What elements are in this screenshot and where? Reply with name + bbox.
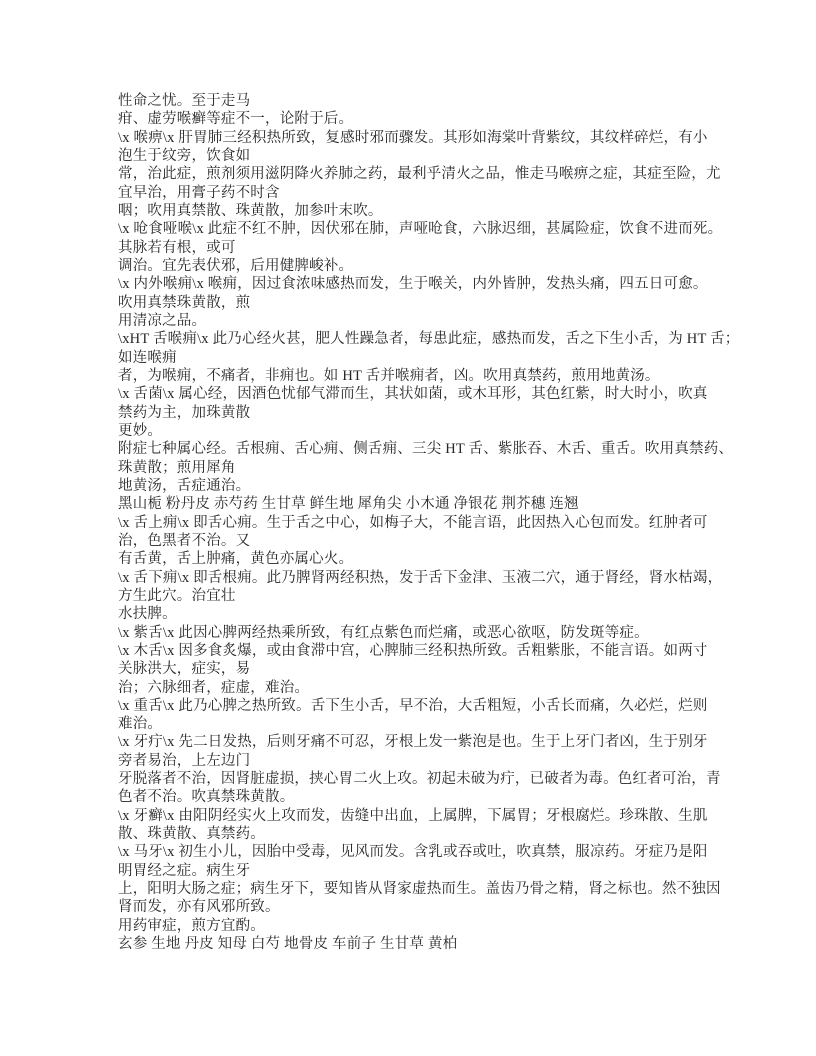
text-line: 疳、虚劳喉癣等症不一，论附于后。 xyxy=(118,111,354,128)
text-line: 水扶脾。 xyxy=(118,606,177,623)
text-line: 用药审症，煎方宜酌。 xyxy=(118,917,265,934)
text-line: 其脉若有根，或可 xyxy=(118,239,236,256)
text-line: 牙脱落者不治，因肾脏虚损，挟心胃二火上攻。初起未破为疔，已破者为毒。色红者可治，青 xyxy=(118,771,721,788)
text-line: \x 马牙\x 初生小儿，因胎中受毒，见风而发。含乳或吞或吐，吹真禁，服凉药。牙症乃是阳 xyxy=(118,844,708,861)
text-line: 上，阳明大肠之症；病生牙下，要知皆从肾家虚热而生。盖齿乃骨之精，肾之标也。然不独因 xyxy=(118,881,721,898)
text-line: 调治。宜先表伏邪，后用健脾峻补。 xyxy=(118,257,354,274)
text-line: 方生此穴。治宜壮 xyxy=(118,587,236,604)
text-line: 明胃经之症。病生牙 xyxy=(118,862,251,879)
text-line: 地黄汤，舌症通治。 xyxy=(118,477,251,494)
text-line: \x 呛食哑喉\x 此症不红不肿，因伏邪在肺，声哑呛食，六脉迟细，甚属险症，饮食不进而死。 xyxy=(118,221,723,238)
text-line: \x 紫舌\x 此因心脾两经热乘所致，有红点紫色而烂痛，或恶心欲呕，防发斑等症。 xyxy=(118,624,649,641)
text-line: 常，治此症，煎剂须用滋阴降火养肺之药，最利乎清火之品，惟走马喉痹之症，其症至险，尤 xyxy=(118,166,721,183)
text-line: 用清凉之品。 xyxy=(118,312,207,329)
text-line: 肾而发，亦有风邪所致。 xyxy=(118,899,280,916)
text-line: 治；六脉细者，症虚，难治。 xyxy=(118,679,310,696)
text-line: \x 舌上痈\x 即舌心痈。生于舌之中心，如梅子大，不能言语，此因热入心包而发。红肿者可 xyxy=(118,514,708,531)
document-text-block xyxy=(118,92,740,953)
text-line: 禁药为主，加珠黄散 xyxy=(118,404,251,421)
text-line: 关脉洪大，症实，易 xyxy=(118,661,251,678)
text-line: \x 牙癣\x 由阳阴经实火上攻而发，齿缝中出血，上属脾，下属胃；牙根腐烂。珍珠散、生肌 xyxy=(118,807,708,824)
text-line: 散、珠黄散、真禁药。 xyxy=(118,826,265,843)
text-line: 泡生于纹旁，饮食如 xyxy=(118,147,251,164)
text-line: \x 内外喉痈\x 喉痈，因过食浓味感热而发，生于喉关，内外皆肿，发热头痛，四五日可愈。 xyxy=(118,276,708,293)
text-line: 色者不治。吹真禁珠黄散。 xyxy=(118,789,295,806)
text-line: 者，为喉痈，不痛者，非痈也。如 HT 舌并喉痈者，凶。吹用真禁药，煎用地黄汤。 xyxy=(118,367,660,384)
text-line: 吹用真禁珠黄散，煎 xyxy=(118,294,251,311)
text-line: \x 牙疔\x 先二日发热，后则牙痛不可忍，牙根上发一紫泡是也。生于上牙门者凶，生于别牙 xyxy=(118,734,708,751)
text-line: 旁者易治，上左边门 xyxy=(118,752,251,769)
text-line: 更妙。 xyxy=(118,422,163,439)
text-line: 咽；吹用真禁散、珠黄散，加参叶末吹。 xyxy=(118,202,383,219)
text-line: \xHT 舌喉痈\x 此乃心经火甚，肥人性躁急者，每患此症，感热而发，舌之下生小舌，为 HT 舌； xyxy=(118,331,740,348)
text-line: 治，色黑者不治。又 xyxy=(118,532,251,549)
text-line: 有舌黄，舌上肿痛，黄色亦属心火。 xyxy=(118,551,354,568)
text-line: 性命之忧。至于走马 xyxy=(118,93,251,109)
text-line: 黑山栀 粉丹皮 赤芍药 生甘草 鲜生地 犀角尖 小木通 净银花 荆芥穗 连翘 xyxy=(118,496,579,513)
text-line: 难治。 xyxy=(118,716,163,733)
text-line: \x 喉痹\x 肝胃肺三经积热所致，复感时邪而骤发。其形如海棠叶背紫纹，其纹样碎烂，有小 xyxy=(118,129,708,146)
text-line: 宜早治，用膏子药不时含 xyxy=(118,184,280,201)
text-line: \x 舌下痈\x 即舌根痈。此乃脾肾两经积热，发于舌下金津、玉液二穴，通于肾经，肾水枯竭， xyxy=(118,569,723,586)
text-line: 附症七种属心经。舌根痈、舌心痈、侧舌痈、三尖 HT 舌、紫胀吞、木舌、重舌。吹用真禁药、 xyxy=(118,441,734,458)
text-line: 玄参 生地 丹皮 知母 白芍 地骨皮 车前子 生甘草 黄柏 xyxy=(118,936,458,953)
text-line: \x 舌菌\x 属心经，因酒色忧郁气滞而生，其状如菌，或木耳形，其色红紫，时大时小，吹真 xyxy=(118,386,708,403)
text-line: 如连喉痈 xyxy=(118,349,177,366)
text-line: 珠黄散；煎用犀角 xyxy=(118,459,236,476)
text-line: \x 木舌\x 因多食炙爆，或由食滞中宫，心脾肺三经积热所致。舌粗紫胀，不能言语。如两寸 xyxy=(118,642,708,659)
text-line: \x 重舌\x 此乃心脾之热所致。舌下生小舌，早不治，大舌粗短，小舌长而痛，久必烂，烂则 xyxy=(118,697,708,714)
